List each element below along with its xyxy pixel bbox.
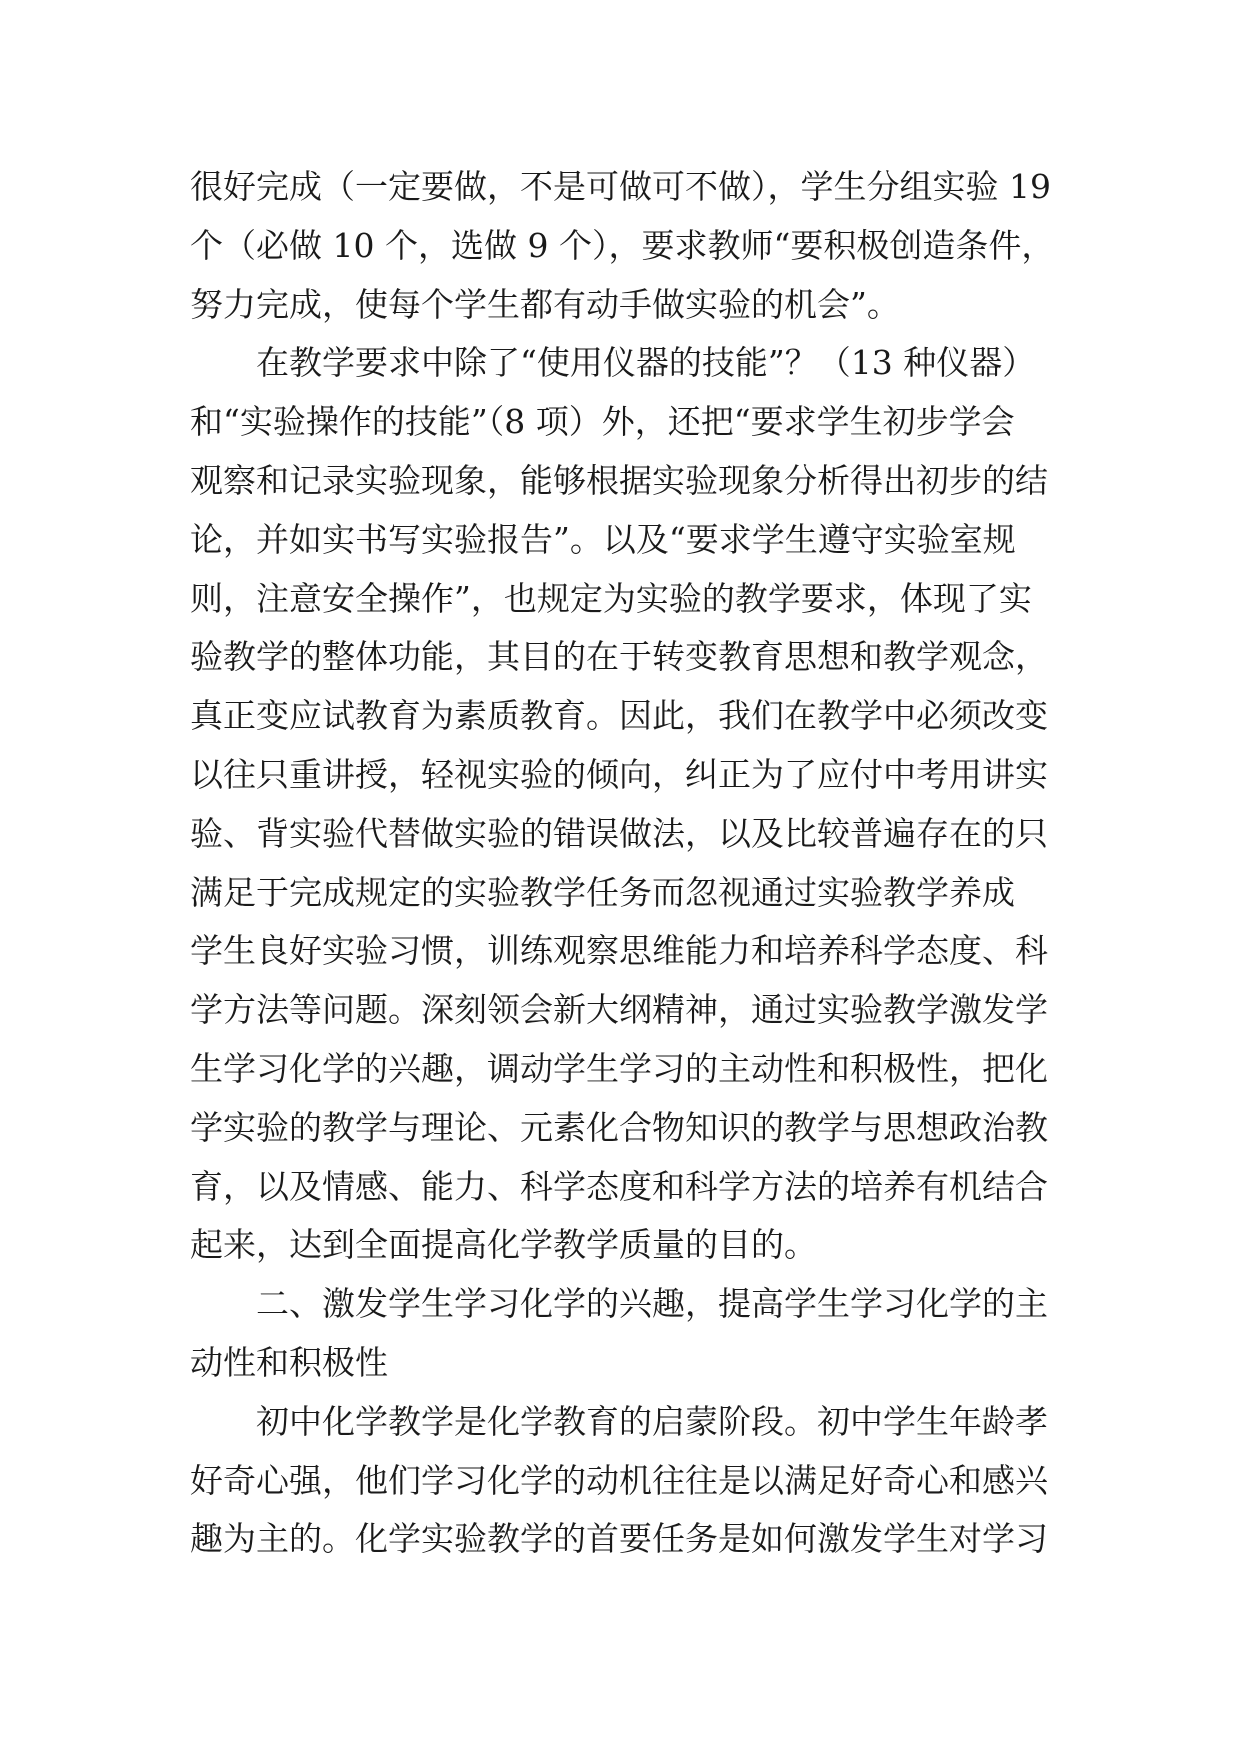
text-line: 很好完成（一定要做，不是可做可不做），学生分组实验 19 [190, 167, 1051, 206]
text-line: 好奇心强，他们学习化学的动机往往是以满足好奇心和感兴 [190, 1460, 1048, 1500]
text-line: 生学习化学的兴趣，调动学生学习的主动性和积极性，把化 [190, 1048, 1048, 1088]
text-line: 起来，达到全面提高化学教学质量的目的。 [190, 1225, 817, 1265]
text-line: 满足于完成规定的实验教学任务而忽视通过实验教学养成 [190, 872, 1015, 912]
section-heading-continuation: 动性和积极性 [190, 1342, 388, 1382]
text-line: 学生良好实验习惯，训练观察思维能力和培养科学态度、科 [190, 931, 1048, 971]
text-line: 趣为主的。化学实验教学的首要任务是如何激发学生对学习 [190, 1519, 1048, 1559]
text-line: 学实验的教学与理论、元素化合物知识的教学与思想政治教 [190, 1107, 1048, 1147]
body-text [190, 158, 1060, 1569]
text-line: 努力完成，使每个学生都有动手做实验的机会”。 [190, 284, 900, 324]
text-line: 论，并如实书写实验报告”。以及“要求学生遵守实验室规 [190, 519, 1016, 559]
text-line: 学方法等问题。深刻领会新大纲精神，通过实验教学激发学 [190, 990, 1048, 1030]
text-line: 育，以及情感、能力、科学态度和科学方法的培养有机结合 [190, 1166, 1048, 1206]
paragraph-first-line: 初中化学教学是化学教育的启蒙阶段。初中学生年龄孝 [256, 1401, 1048, 1441]
text-line: 和“实验操作的技能”（8 项）外，还把“要求学生初步学会 [190, 402, 1015, 442]
paragraph-first-line: 在教学要求中除了“使用仪器的技能”？（13 种仪器） [256, 343, 1036, 383]
text-line: 观察和记录实验现象，能够根据实验现象分析得出初步的结 [190, 460, 1048, 500]
text-line: 真正变应试教育为素质教育。因此，我们在教学中必须改变 [190, 696, 1048, 736]
text-line: 验教学的整体功能，其目的在于转变教育思想和教学观念， [190, 637, 1048, 677]
section-heading: 二、激发学生学习化学的兴趣，提高学生学习化学的主 [256, 1284, 1048, 1324]
text-line: 则，注意安全操作”，也规定为实验的教学要求，体现了实 [190, 578, 1032, 618]
text-line: 验、背实验代替做实验的错误做法，以及比较普遍存在的只 [190, 813, 1048, 853]
text-line: 以往只重讲授，轻视实验的倾向，纠正为了应付中考用讲实 [190, 754, 1048, 794]
text-line: 个（必做 10 个，选做 9 个），要求教师“要积极创造条件， [190, 225, 1055, 265]
